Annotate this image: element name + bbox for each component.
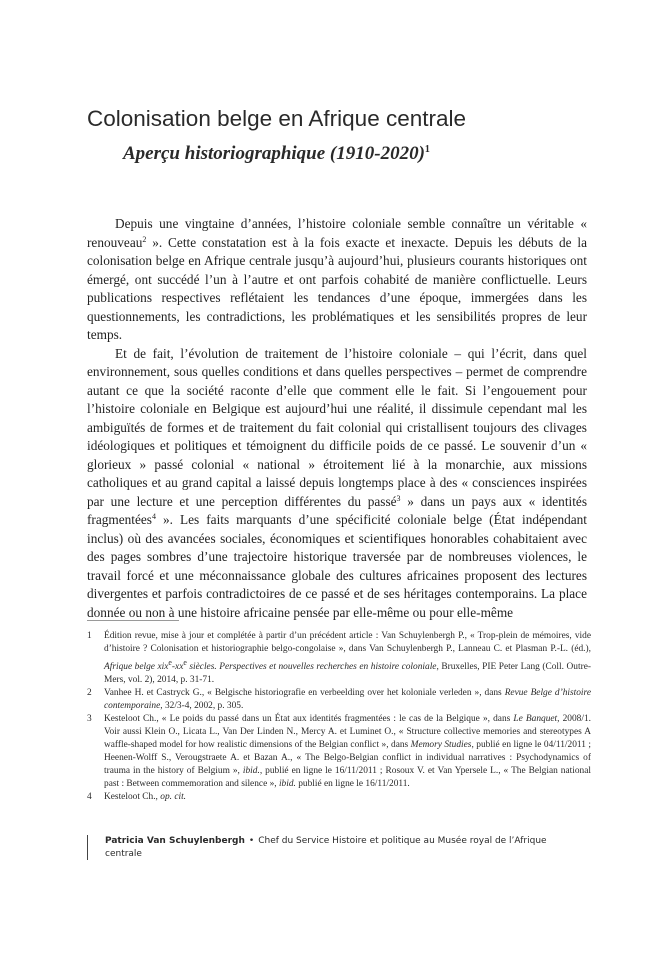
footnote-number: 4	[87, 792, 92, 803]
author-info	[87, 835, 575, 860]
paragraph-text: Et de fait, l’évolution de traitement de l’histoire coloniale – qui l’écrit, dans quel environnement, sous quelles conditions et dans quelles perspectives – permet de comprendre autant ce que la société raconte d’elle que comment elle le fait. Si l’engouement pour l’histoire coloniale en Belgique est aujourd’hui une réalité, il dissimule cependant mal les ambiguïtés de formes et de traitement du fait colonial qui cristallisent toujours des clivages idéologiques et politiques et témoignent du difficile poids de ce passé. Le souvenir d’un « glorieux » passé colonial « national » étroitement lié à la monarchie, aux missions catholiques et au grand capital a laissé depuis longtemps place à des « consciences inspirées par une lecture et une perception différentes du passé	[87, 345, 587, 509]
footnote	[87, 630, 591, 687]
author-role: Chef du Service Histoire et politique au Musée royal de l’Afrique centrale	[105, 836, 547, 859]
footnote-italic: ibid.	[278, 779, 296, 790]
footnote-ref[interactable]: 2	[142, 234, 147, 244]
author-name: Patricia Van Schuylenbergh	[105, 836, 245, 846]
footnote-text: , publié en ligne le 04/11/2011 ; Heenen-Wolff S., Verougstraete A. et Bazan A., « The Belgo-Belgian conflict in individual narratives : Psychodynamics of trauma in the history of Belgium »,	[104, 740, 591, 777]
author-separator: •	[248, 836, 255, 846]
article-title: Colonisation belge en Afrique centrale	[87, 106, 467, 131]
footnote-text: Édition revue, mise à jour et complétée à partir d’un précédent article : Van Schuylenbergh P., « Trop-plein de mémoires, vide d’histoire ? Colonisation et historiographie belgo-congolaise », dans Van Schuylenbergh P., Lanneau C. et Plasman P.-L. (éd.),	[104, 631, 591, 654]
footnote-italic: op. cit.	[160, 792, 187, 803]
footnote	[87, 687, 591, 713]
footnote-sup: e	[183, 658, 187, 667]
footnote-text: publié en ligne le 16/11/2011.	[295, 779, 410, 790]
paragraph-text: ». Les faits marquants d’une spécificité coloniale belge (État indépendant inclus) où des avancées sociales, économiques et scientifiques honorables cohabitaient avec des pages sombres d’une trajectoire historique traversée par de nombreuses violences, le travail forcé et une méconnaissance globale des cultures africaines proposent des lectures divergentes et parfois contradictoires de ce passé et de ses héritages contemporains. La place donnée ou non à une histoire africaine pensée par elle-même ou pour elle-même	[87, 512, 587, 620]
paragraph-text: » dans un pays aux « identités fragmentées	[87, 493, 587, 527]
footnote	[87, 791, 591, 804]
footnote-ref[interactable]: 4	[151, 512, 156, 521]
footnote-italic: Le Banquet	[513, 714, 558, 725]
article-subtitle	[123, 143, 603, 165]
footnote-text: Vanhee H. et Castryck G., « Belgische historiografie en verbeelding over het koloniale verleden », dans	[104, 688, 505, 699]
paragraph	[87, 345, 587, 623]
footnote-number: 1	[87, 631, 92, 641]
paragraph-text: ». Cette constatation est à la fois exacte et inexacte. Depuis les débuts de la colonisation belge en Afrique centrale jusqu’à aujourd’hui, plusieurs courants historiques ont émergé, ont succédé l’un à l’autre et ont parfois cohabité de manière conflictuelle. Leurs publications respectives reflétaient les tendances d’une époque, immergées dans les questionnements, les contradictions, les problématiques et les sensibilités propres de leur temps.	[87, 234, 587, 342]
footnote-italic: ibid.	[242, 766, 260, 777]
footnote-number: 3	[87, 714, 92, 725]
footnote-text: , publié en ligne le 16/11/2011 ; Rosoux V. et Van Ypersele L., « The Belgian national past : Between commemoration and silence »,	[104, 766, 591, 790]
footnote-ref[interactable]: 1	[424, 144, 430, 155]
footnote-text: Kesteloot Ch., « Le poids du passé dans un État aux identités fragmentées : le cas de la Belgique », dans	[104, 714, 514, 725]
footnote-divider	[87, 620, 179, 621]
footnote-text: , 32/3-4, 2002, p. 305.	[160, 701, 244, 712]
footnote-italic: Memory Studies	[410, 740, 472, 751]
footnote-text: Kesteloot Ch.,	[104, 792, 161, 803]
footnote-italic: Afrique belge xix	[104, 662, 169, 673]
paragraph	[87, 215, 587, 345]
footnote-text: , Bruxelles, PIE Peter Lang (Coll. Outre-Mers, vol. 2), 2014, p. 31-71.	[104, 662, 591, 686]
footnote-italic: Revue Belge d’histoire contemporaine	[104, 688, 591, 712]
article-body	[87, 215, 587, 622]
footnote-number: 2	[87, 688, 92, 699]
footnote-ref[interactable]: 3	[396, 493, 401, 503]
footnote	[87, 713, 591, 791]
subtitle-text: Aperçu historiographique (1910-2020)	[123, 143, 425, 164]
footnote-italic: -xx	[171, 662, 184, 673]
footnote-italic: siècles. Perspectives et nouvelles recherches en histoire coloniale	[186, 662, 437, 673]
footnote-sup: e	[168, 658, 172, 667]
footnotes	[87, 630, 591, 804]
footnote-text: , 2008/1. Voir aussi Klein O., Licata L., Van Der Linden N., Mercy A. et Luminet O., « Structure collective memories and stereotypes A waffle-shaped model for how realistic dimensions of the Belgian conflict », dans	[104, 714, 592, 751]
paragraph-text: Depuis une vingtaine d’années, l’histoire coloniale semble connaître un véritable « renouveau	[87, 216, 587, 250]
